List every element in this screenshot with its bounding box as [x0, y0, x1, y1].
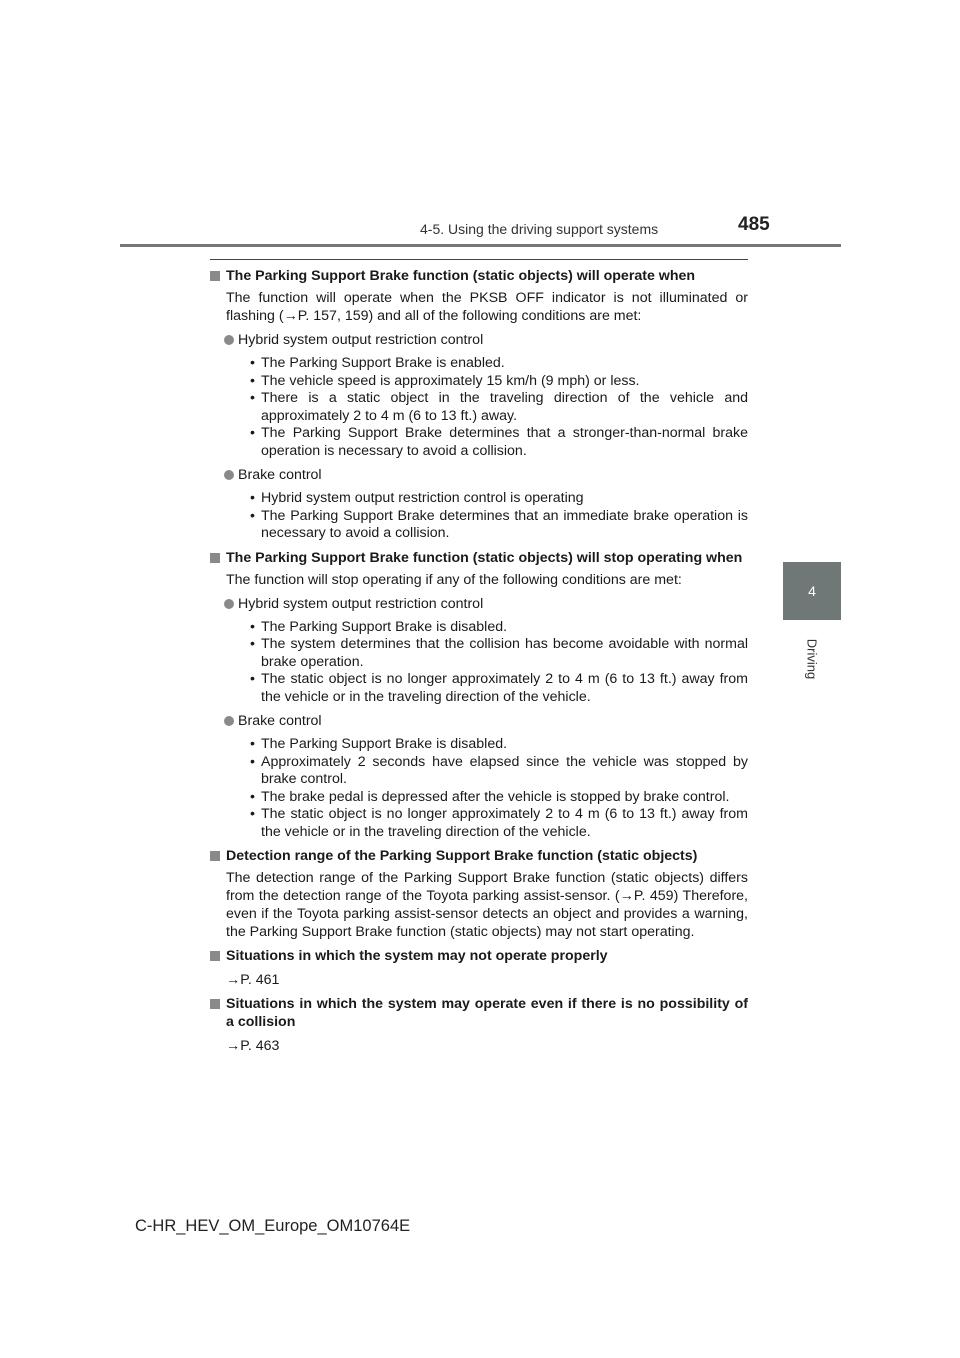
- square-bullet-icon: [210, 553, 220, 563]
- section-heading-text: Detection range of the Parking Support Brake function (static objects): [226, 848, 698, 864]
- list-dot-icon: •: [250, 618, 255, 635]
- condition-list: [210, 355, 748, 460]
- condition-group-label: Brake control: [238, 467, 322, 483]
- condition-item-text: The Parking Support Brake determines that an immediate brake operation is necessary to avoid a collision.: [261, 507, 748, 541]
- list-dot-icon: •: [250, 372, 255, 389]
- condition-item-text: The Parking Support Brake determines that a stronger-than-normal brake operation is necessary to avoid a collision.: [261, 425, 748, 459]
- circle-bullet-icon: [224, 716, 234, 726]
- section-heading-text: The Parking Support Brake function (static objects) will stop operating when: [226, 549, 743, 566]
- condition-item-text: There is a static object in the traveling direction of the vehicle and approximately 2 to 4 m (6 to 13 ft.) away.: [261, 390, 748, 424]
- square-bullet-icon: [210, 951, 220, 961]
- circle-bullet-icon: [224, 599, 234, 609]
- list-dot-icon: •: [250, 636, 255, 652]
- condition-list: [210, 619, 748, 707]
- section-heading: [210, 267, 748, 285]
- section-heading-text: Situations in which the system may operate even if there is no possibility of a collision: [226, 996, 748, 1030]
- section-intro: The function will stop operating if any of the following conditions are met:: [226, 571, 682, 588]
- condition-group-label: Hybrid system output restriction control: [238, 595, 484, 612]
- page-reference: →P. 463: [226, 1038, 280, 1054]
- circle-bullet-icon: [224, 470, 234, 480]
- section: [210, 549, 748, 842]
- section-heading: [210, 995, 748, 1031]
- section-heading-text: Situations in which the system may not operate properly: [226, 948, 608, 964]
- section-intro: The function will operate when the PKSB OFF indicator is not illuminated or flashing (→P. 157, 159) and all of the following conditions are met:: [226, 290, 748, 324]
- list-dot-icon: •: [250, 806, 255, 822]
- manual-content: [210, 259, 748, 1055]
- condition-item-text: The Parking Support Brake is disabled.: [261, 618, 508, 635]
- condition-item-text: The Parking Support Brake is enabled.: [261, 355, 505, 371]
- condition-item: [250, 390, 748, 425]
- condition-item: [250, 636, 748, 671]
- square-bullet-icon: [210, 851, 220, 861]
- list-dot-icon: •: [250, 671, 255, 687]
- section-heading: [210, 947, 748, 965]
- header-section-title: 4-5. Using the driving support systems: [420, 221, 659, 237]
- condition-item-text: The vehicle speed is approximately 15 km/h (9 mph) or less.: [261, 372, 640, 389]
- condition-item-text: Approximately 2 seconds have elapsed since the vehicle was stopped by brake control.: [261, 753, 748, 787]
- section: [210, 847, 748, 941]
- section: [210, 947, 748, 989]
- condition-item: [250, 619, 748, 637]
- list-dot-icon: •: [250, 425, 255, 441]
- condition-item-text: The Parking Support Brake is disabled.: [261, 736, 508, 752]
- condition-item: [250, 508, 748, 543]
- condition-group: [210, 595, 748, 613]
- condition-group: [210, 331, 748, 349]
- list-dot-icon: •: [250, 355, 255, 371]
- condition-item: [250, 671, 748, 706]
- condition-list: [210, 736, 748, 841]
- header-divider: [120, 244, 841, 247]
- section-heading-text: The Parking Support Brake function (static objects) will operate when: [226, 268, 696, 284]
- square-bullet-icon: [210, 999, 220, 1009]
- section-heading: [210, 847, 748, 865]
- condition-group-label: Hybrid system output restriction control: [238, 332, 484, 348]
- list-dot-icon: •: [250, 788, 255, 805]
- condition-group: [210, 466, 748, 484]
- condition-item: [250, 754, 748, 789]
- condition-item: [250, 425, 748, 460]
- chapter-tab-number: 4: [783, 562, 841, 620]
- condition-item-text: Hybrid system output restriction control is operating: [261, 490, 584, 506]
- section-heading: [210, 549, 748, 567]
- condition-item: [250, 490, 748, 508]
- chapter-tab-label: [800, 629, 824, 689]
- list-dot-icon: •: [250, 390, 255, 406]
- square-bullet-icon: [210, 271, 220, 281]
- list-dot-icon: •: [250, 736, 255, 752]
- condition-group: [210, 712, 748, 730]
- list-dot-icon: •: [250, 490, 255, 506]
- condition-item-text: The brake pedal is depressed after the vehicle is stopped by brake control.: [261, 788, 730, 805]
- section: [210, 267, 748, 543]
- condition-item: [250, 736, 748, 754]
- condition-item: [250, 355, 748, 373]
- circle-bullet-icon: [224, 335, 234, 345]
- section: [210, 995, 748, 1055]
- chapter-tab-label-text: Driving: [804, 638, 820, 680]
- condition-item-text: The system determines that the collision has become avoidable with normal brake operation.: [261, 636, 748, 670]
- condition-item: [250, 806, 748, 841]
- condition-group-label: Brake control: [238, 713, 322, 729]
- condition-item-text: The static object is no longer approximately 2 to 4 m (6 to 13 ft.) away from the vehicle or in the traveling direction of the vehicle.: [261, 806, 748, 840]
- condition-item: [250, 373, 748, 391]
- condition-item: [250, 789, 748, 807]
- document-code: C-HR_HEV_OM_Europe_OM10764E: [135, 1217, 411, 1235]
- list-dot-icon: •: [250, 507, 255, 524]
- page-reference: →P. 461: [226, 972, 280, 988]
- condition-item-text: The static object is no longer approximately 2 to 4 m (6 to 13 ft.) away from the vehicle or in the traveling direction of the vehicle.: [261, 671, 748, 705]
- condition-list: [210, 490, 748, 543]
- page-number: 485: [738, 214, 770, 235]
- list-dot-icon: •: [250, 753, 255, 770]
- section-intro: The detection range of the Parking Support Brake function (static objects) differs from the detection range of the Toyota parking assist-sensor. (→P. 459) Therefore, even if the Toyota parking assist-sensor detects an object and provides a warning, the Parking Support Brake function (static objects) may not start operating.: [226, 870, 748, 940]
